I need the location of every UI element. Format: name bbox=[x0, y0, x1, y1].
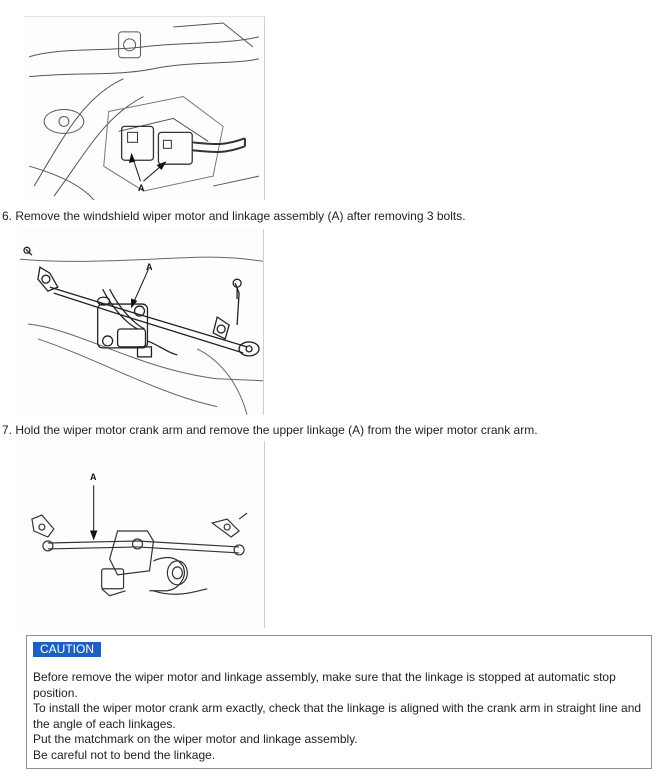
caution-line: To install the wiper motor crank arm exactly, check that the linkage is aligned with the crank arm in straight line and bbox=[33, 701, 642, 716]
connector-illustration bbox=[24, 17, 264, 200]
step-6-text: 6. Remove the windshield wiper motor and linkage assembly (A) after removing 3 bolts. bbox=[2, 209, 466, 223]
caution-badge: CAUTION bbox=[33, 642, 101, 657]
caution-line: Put the matchmark on the wiper motor and linkage assembly. bbox=[33, 732, 358, 747]
figure-label-a: A bbox=[138, 183, 145, 193]
figure-upper-linkage bbox=[18, 441, 265, 628]
caution-line: Before remove the wiper motor and linkage assembly, make sure that the linkage is stopped at automatic stop bbox=[33, 670, 616, 684]
upper-linkage-illustration bbox=[18, 441, 264, 628]
caution-line: position. bbox=[33, 685, 78, 700]
caution-text bbox=[33, 670, 651, 764]
step-7-text: 7. Hold the wiper motor crank arm and remove the upper linkage (A) from the wiper motor crank arm. bbox=[2, 423, 538, 437]
linkage-assembly-illustration bbox=[18, 229, 263, 415]
caution-line: the angle of each linkages. bbox=[33, 716, 176, 731]
figure-linkage-assembly bbox=[18, 229, 264, 415]
caution-box bbox=[26, 635, 652, 769]
figure-connector bbox=[24, 16, 265, 200]
caution-line: Be careful not to bend the linkage. bbox=[33, 747, 216, 762]
figure-label-a: A bbox=[146, 262, 153, 272]
figure-label-a: A bbox=[90, 472, 97, 482]
